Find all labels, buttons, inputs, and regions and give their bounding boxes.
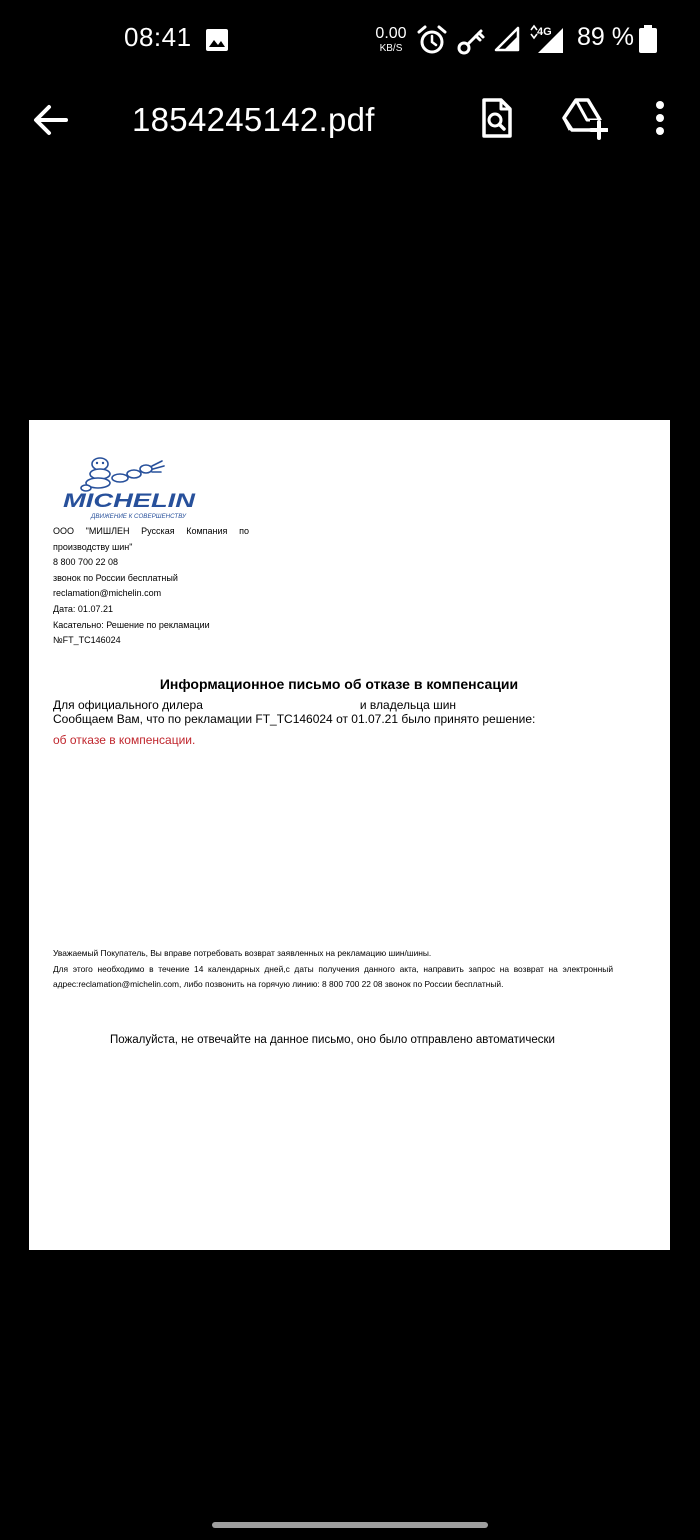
app-bar <box>0 80 700 160</box>
gallery-notification-icon <box>205 28 229 52</box>
phone-number: 8 800 700 22 08 <box>53 557 119 568</box>
decision-result: об отказе в компенсации. <box>53 733 196 747</box>
decision-line: Сообщаем Вам, что по рекламации FT_TC146024 от 01.07.21 было принято решение: <box>53 712 536 726</box>
find-in-document-icon[interactable] <box>474 96 518 140</box>
letter-title: Информационное письмо об отказе в компенсации <box>159 676 519 692</box>
logo-tagline: ДВИЖЕНИЕ К СОВЕРШЕНСТВУ <box>89 514 188 520</box>
navigation-gesture-bar[interactable] <box>212 1522 488 1528</box>
company-word: по <box>239 526 249 536</box>
add-to-drive-icon[interactable] <box>560 96 608 140</box>
date-line: Дата: 01.07.21 <box>53 603 113 614</box>
email-address: reclamation@michelin.com <box>53 588 162 599</box>
network-speed <box>374 26 408 54</box>
dealer-line <box>53 698 653 712</box>
company-word: Русская <box>141 526 175 536</box>
footer-note: Пожалуйста, не отвечайте на данное письмо, оно было отправлено автоматически <box>110 1034 555 1046</box>
company-name-line2: производству шин" <box>53 541 133 552</box>
signal-strength-icon <box>494 26 520 52</box>
company-word: Компания <box>186 526 228 536</box>
company-word: ООО <box>53 526 75 536</box>
network-speed-unit: KB/S <box>379 43 403 54</box>
notice-line: Уважаемый Покупатель, Вы вправе потребовать возврат заявленных на рекламацию шин/шины. <box>53 948 432 958</box>
file-title: 1854245142.pdf <box>132 101 375 138</box>
sender-block <box>53 524 249 649</box>
michelin-logo <box>62 452 198 522</box>
signal-4g-icon <box>527 24 565 54</box>
owner-text: и владельца шин <box>359 698 457 712</box>
dealer-text: Для официального дилера <box>53 698 203 712</box>
alarm-icon <box>416 24 448 56</box>
battery-percentage: 89 % <box>577 23 634 51</box>
notice-block <box>53 946 613 993</box>
more-options-icon[interactable] <box>644 96 676 140</box>
notice-line: адрес:reclamation@michelin.com, либо позвонить на горячую линию: 8 800 700 22 08 звонок по России бесплатный. <box>53 979 504 989</box>
phone-note: звонок по России бесплатный <box>53 572 178 583</box>
status-bar <box>0 0 700 80</box>
network-type-label: 4G <box>537 26 552 38</box>
pdf-page[interactable] <box>29 420 670 1250</box>
notice-line: Для этого необходимо в течение 14 календарных дней,с даты получения данного акта, направить запрос на возврат на электронный <box>53 963 613 974</box>
company-name-line1 <box>53 524 249 540</box>
status-time: 08:41 <box>124 22 192 52</box>
back-arrow-icon[interactable] <box>28 98 72 142</box>
company-word: "МИШЛЕН <box>85 526 130 536</box>
network-speed-value: 0.00 <box>375 25 407 42</box>
vpn-key-icon <box>456 26 486 56</box>
logo-wordmark: MICHELIN <box>63 491 197 512</box>
battery-icon <box>638 25 658 53</box>
subject-line: Касательно: Решение по рекламации №FT_TC146024 <box>53 619 210 646</box>
